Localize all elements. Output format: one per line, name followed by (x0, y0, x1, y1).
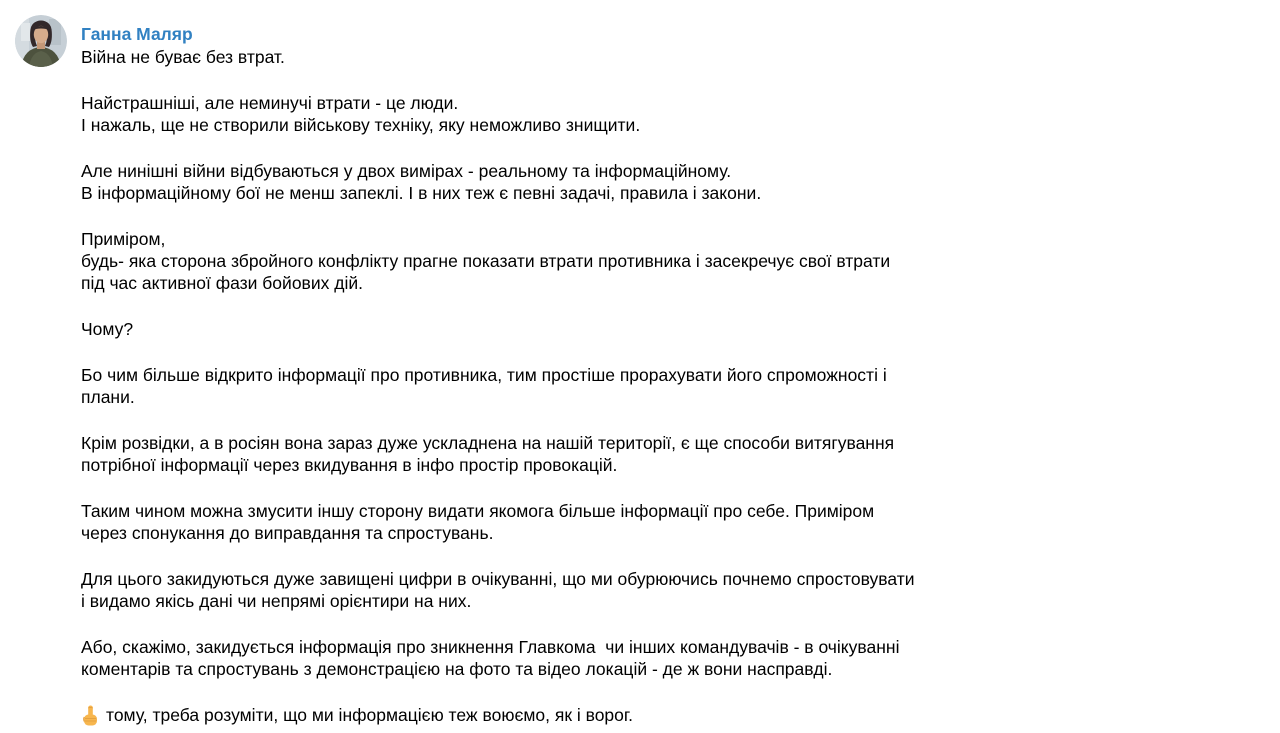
post-line: Найстрашніші, але неминучі втрати - це люди. (81, 93, 459, 113)
post-line: і видамо якісь дані чи непрямі орієнтири на них. (81, 591, 472, 611)
post-content (81, 15, 1240, 726)
post-line: Або, скажімо, закидується інформація про зникнення Главкома чи інших командувачів - в очікуванні (81, 637, 900, 657)
post-paragraph (81, 500, 1240, 544)
post-line: Чому? (81, 319, 134, 339)
post-line: коментарів та спростувань з демонстрацією на фото та відео локацій - де ж вони насправді. (81, 659, 833, 679)
post-footer-text: тому, треба розуміти, що ми інформацією теж воюємо, як і ворог. (106, 705, 634, 725)
post-line: Приміром, (81, 229, 166, 249)
post-body (81, 46, 1240, 680)
post-paragraph (81, 46, 1240, 68)
post-line: В інформаційному бої не менш запеклі. І в них теж є певні задачі, правила і закони. (81, 183, 762, 203)
post-paragraph (81, 364, 1240, 408)
post-line: Але нинішні війни відбуваються у двох вимірах - реальному та інформаційному. (81, 161, 732, 181)
post-paragraph (81, 228, 1240, 294)
post-line: Крім розвідки, а в росіян вона зараз дуже ускладнена на нашій території, є ще способи витягування (81, 433, 895, 453)
post-paragraph (81, 432, 1240, 476)
post-line: Війна не буває без втрат. (81, 47, 285, 67)
post-line: Для цього закидуються дуже завищені цифри в очікуванні, що ми обурюючись почнемо спростовувати (81, 569, 915, 589)
post-line: Таким чином можна змусити іншу сторону видати якомога більше інформації про себе. Приміром (81, 501, 875, 521)
post-line: Бо чим більше відкрито інформації про противника, тим простіше прорахувати його спроможності і (81, 365, 887, 385)
post-footer-line (81, 704, 1240, 726)
avatar[interactable] (15, 15, 67, 67)
post-line: будь- яка сторона збройного конфлікту прагне показати втрати противника і засекречує свої втрати (81, 251, 891, 271)
author-name[interactable]: Ганна Маляр (81, 24, 193, 44)
avatar-image (15, 15, 67, 67)
post-paragraph (81, 318, 1240, 340)
index-pointing-up-icon (81, 705, 100, 726)
post-paragraph (81, 568, 1240, 612)
post-line: потрібної інформації через вкидування в інфо простір провокацій. (81, 455, 618, 475)
post-paragraph (81, 160, 1240, 204)
post-line: через спонукання до виправдання та спростувань. (81, 523, 494, 543)
post-paragraph (81, 636, 1240, 680)
post-paragraph (81, 92, 1240, 136)
post-line: плани. (81, 387, 135, 407)
post-line: І нажаль, ще не створили військову техніку, яку неможливо знищити. (81, 115, 641, 135)
post-line: під час активної фази бойових дій. (81, 273, 363, 293)
